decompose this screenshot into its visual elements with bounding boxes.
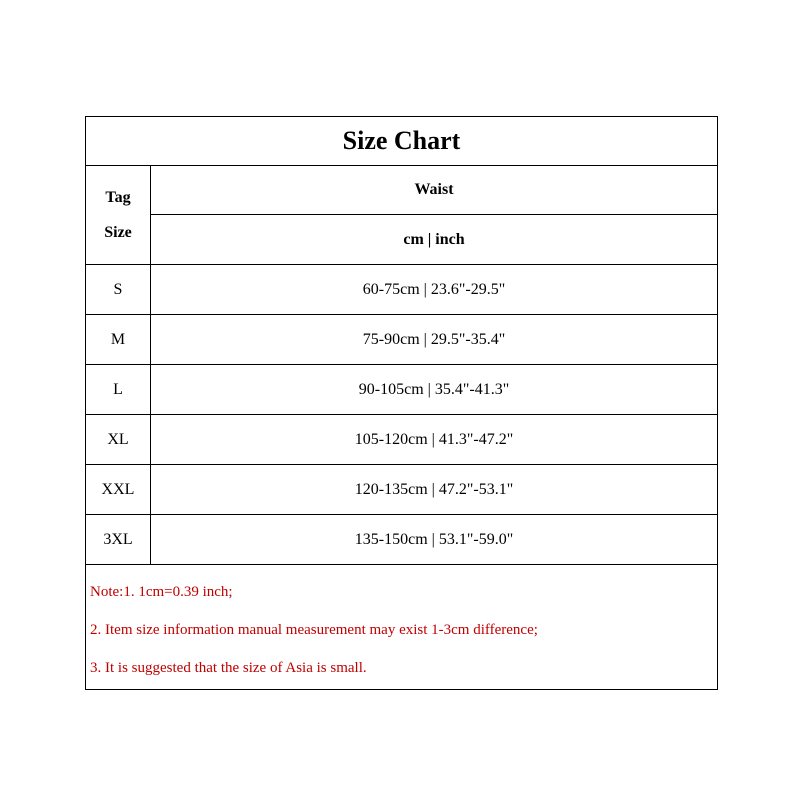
chart-title: Size Chart	[86, 117, 717, 166]
waist-cell: 105-120cm | 41.3"-47.2"	[354, 430, 514, 448]
table-row	[86, 465, 717, 515]
table-row	[86, 315, 717, 365]
size-cell: L	[86, 365, 151, 414]
size-cell: 3XL	[86, 515, 151, 564]
note-line: Note:1. 1cm=0.39 inch;	[90, 584, 233, 600]
size-chart-table	[85, 116, 718, 690]
units-header: cm | inch	[403, 230, 465, 248]
waist-cell: 75-90cm | 29.5"-35.4"	[362, 330, 506, 348]
table-row	[86, 415, 717, 465]
table-row	[86, 265, 717, 315]
note-line: 2. Item size information manual measurement may exist 1-3cm difference;	[90, 622, 538, 638]
waist-cell: 135-150cm | 53.1"-59.0"	[354, 530, 514, 548]
notes-section	[86, 573, 717, 687]
waist-header: Waist	[151, 166, 717, 215]
waist-cell: 120-135cm | 47.2"-53.1"	[354, 480, 514, 498]
table-row	[86, 365, 717, 415]
size-cell: XL	[86, 415, 151, 464]
tag-header-line2: Size	[104, 224, 132, 241]
tag-size-header	[86, 166, 151, 264]
size-cell: XXL	[86, 465, 151, 514]
waist-cell: 90-105cm | 35.4"-41.3"	[358, 380, 510, 398]
measurement-header	[151, 166, 717, 264]
tag-header-line1: Tag	[105, 189, 131, 206]
note-line: 3. It is suggested that the size of Asia is small.	[90, 660, 367, 676]
table-row	[86, 515, 717, 565]
table-header	[86, 166, 717, 265]
size-cell: M	[86, 315, 151, 364]
size-cell: S	[86, 265, 151, 314]
waist-cell: 60-75cm | 23.6"-29.5"	[362, 280, 506, 298]
